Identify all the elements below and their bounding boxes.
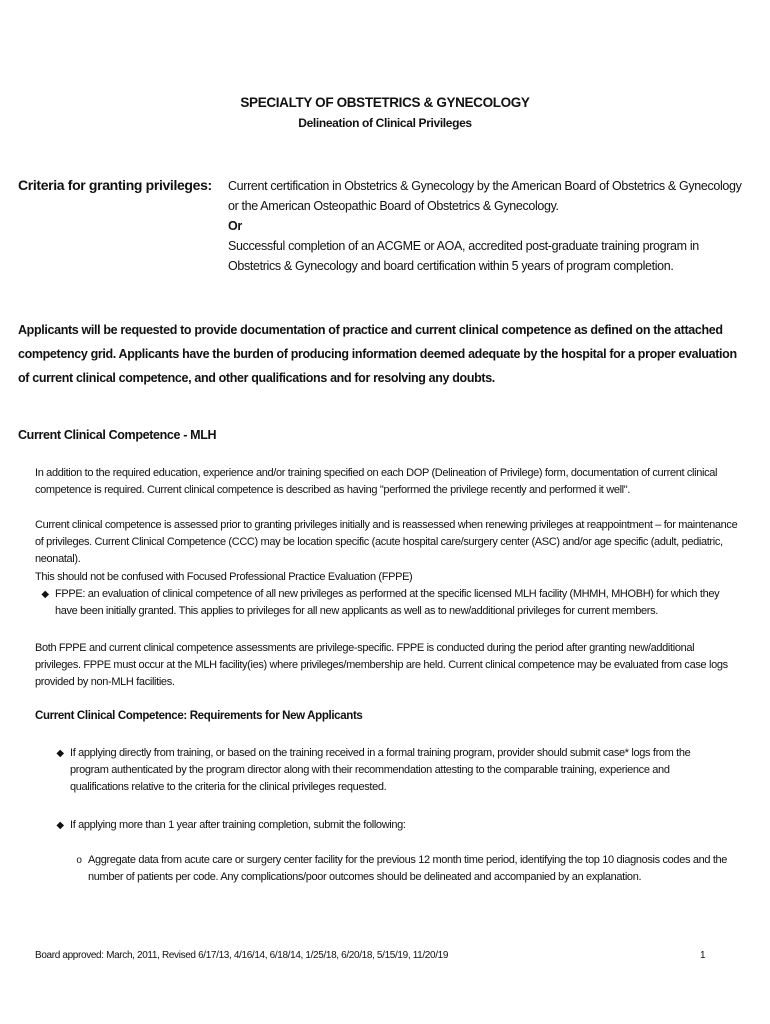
competence-para-1: In addition to the required education, experience and/or training specified on each DOP (Delineation of Privilege) form, documentation of current clinical competence is required. Current clinical competence is described as having "performed the privilege recently and performed it well". xyxy=(35,467,718,496)
footer-approval: Board approved: March, 2011, Revised 6/17/13, 4/16/14, 6/18/14, 1/25/18, 6/20/18, 5/15/19, 11/20/19 xyxy=(35,950,449,961)
page-title: SPECIALTY OF OBSTETRICS & GYNECOLOGY xyxy=(240,95,530,110)
list-item xyxy=(70,852,730,886)
diamond-bullet-icon: ◆ xyxy=(41,589,49,600)
competence-heading: Current Clinical Competence - MLH xyxy=(18,428,217,442)
new-applicant-bullet-2: If applying more than 1 year after training completion, submit the following: xyxy=(70,819,406,831)
competence-para-3: Both FPPE and current clinical competence assessments are privilege-specific. FPPE is conducted during the period after granting new/additional privileges. FPPE must occur at the MLH facility(ies) where privileges/membership are held. Current clinical competence may be evaluated from case logs provided by non-MLH facilities. xyxy=(35,642,728,688)
diamond-bullet-icon: ◆ xyxy=(56,748,64,759)
page-subtitle: Delineation of Clinical Privileges xyxy=(298,116,472,130)
new-applicant-sub-bullet-1: Aggregate data from acute care or surgery center facility for the previous 12 month time period, identifying the top 10 diagnosis codes and the number of patients per code. Any complications/poor outcomes should be delineated and accompanied by an explanation. xyxy=(88,854,728,883)
list-item xyxy=(35,586,740,620)
page-number: 1 xyxy=(700,950,706,961)
criteria-option-1: Current certification in Obstetrics & Gynecology by the American Board of Obstetrics & Gynecology or the American Osteopathic Board of Obstetrics & Gynecology. xyxy=(228,179,742,213)
criteria-or: Or xyxy=(228,219,242,233)
circle-bullet-icon: o xyxy=(76,855,82,866)
new-applicant-bullet-1: If applying directly from training, or based on the training received in a formal training program, provider should submit case* logs from the program authenticated by the program director along with their recommendation attesting to the comparable training, experience and qualifications relative to the criteria for the clinical privileges requested. xyxy=(70,747,691,793)
applicants-notice: Applicants will be requested to provide documentation of practice and current clinical competence as defined on the attached competency grid. Applicants have the burden of producing information deemed adequate by the hospital for a proper evaluation of current clinical competence, and other qualifications and for resolving any doubts. xyxy=(18,323,737,385)
diamond-bullet-icon: ◆ xyxy=(56,820,64,831)
criteria-body xyxy=(228,176,748,276)
competence-para-2: Current clinical competence is assessed prior to granting privileges initially and is reassessed when renewing privileges at reappointment – for maintenance of privileges. Current Clinical Competence (CCC) may be location specific (acute hospital care/surgery center (ASC) and/or age specific (adult, pediatric, neonatal). xyxy=(35,519,738,565)
list-item xyxy=(50,745,730,796)
fppe-bullet-text: FPPE: an evaluation of clinical competence of all new privileges as performed at the specific licensed MLH facility (MHMH, MHOBH) for which they have been initially granted. This applies to privileges for all new applicants as well as to new/additional privileges for current members. xyxy=(55,588,720,617)
criteria-option-2: Successful completion of an ACGME or AOA, accredited post-graduate training program in Obstetrics & Gynecology and board certification within 5 years of program completion. xyxy=(228,239,699,273)
list-item xyxy=(50,817,730,834)
new-applicants-heading: Current Clinical Competence: Requirements for New Applicants xyxy=(35,710,363,722)
fppe-block xyxy=(35,569,740,620)
fppe-intro: This should not be confused with Focused Professional Practice Evaluation (FPPE) xyxy=(35,571,413,583)
criteria-label: Criteria for granting privileges: xyxy=(18,177,212,193)
